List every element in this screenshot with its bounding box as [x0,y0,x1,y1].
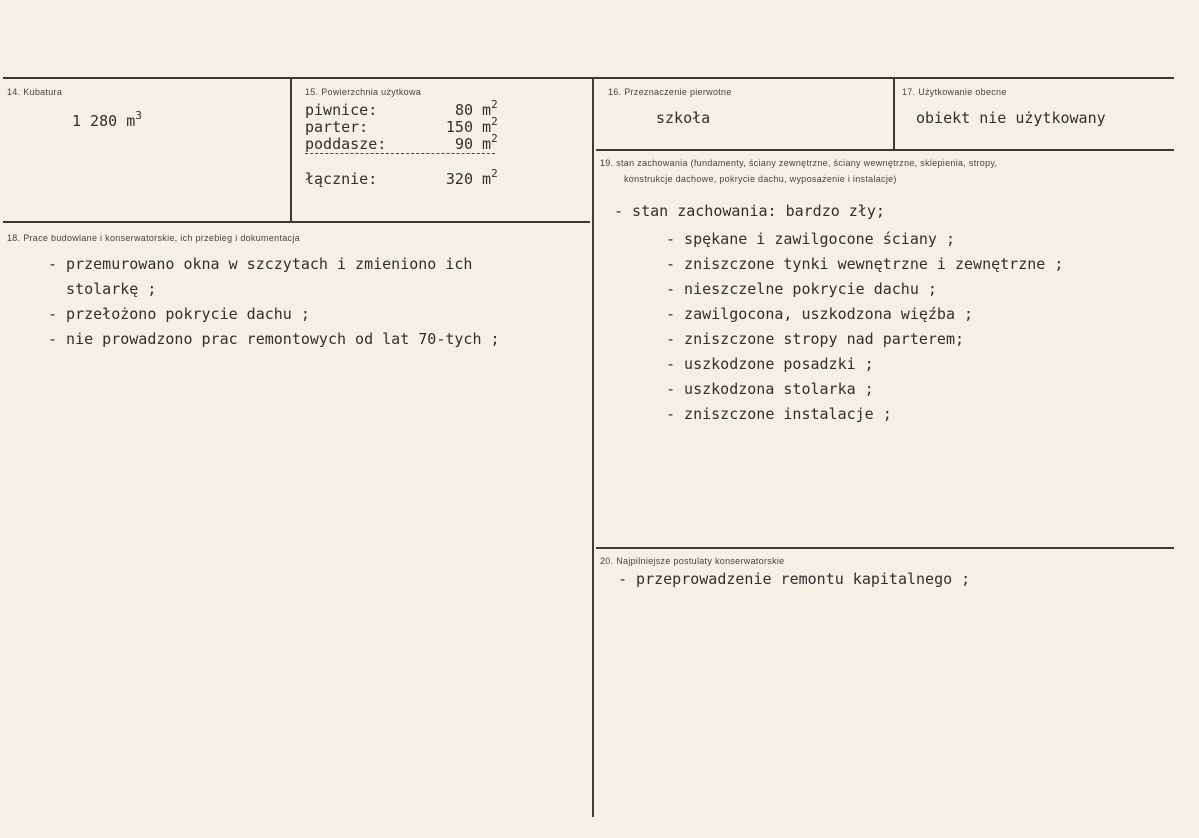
area-value: 90 [454,135,473,153]
powierzchnia-label: 15. Powierzchnia użytkowa [305,87,422,97]
list-item: - nie prowadzono prac remontowych od lat 70-tych ; [48,330,500,348]
area-row-poddasze [305,132,498,153]
list-item: stolarkę ; [48,280,157,298]
kubatura-label: 14. Kubatura [7,87,63,97]
przeznaczenie-value: szkoła [656,109,711,127]
stan-label-line2: konstrukcje dachowe, pokrycie dachu, wyposażenie i instalacje) [624,174,897,184]
rule-row-1 [596,149,1174,151]
divider-14-15 [290,79,292,221]
rule-left-mid [3,221,590,223]
top-rule [3,77,1174,79]
area-value: 150 [445,118,473,136]
kubatura-exponent: 3 [135,109,142,122]
prace-list [48,252,500,352]
list-item: - przełożono pokrycie dachu ; [48,305,310,323]
area-total-exponent: 2 [491,167,498,180]
uzytkowanie-value: obiekt nie użytkowany [916,109,1106,127]
area-value: 80 [454,101,473,119]
stan-label-line1: 19. stan zachowania (fundamenty, ściany zewnętrzne, ściany wewnętrzne, sklepienia, stropy, [600,158,998,168]
area-exponent: 2 [491,132,498,145]
area-name: poddasze: [305,135,387,153]
prace-label: 18. Prace budowlane i konserwatorskie, ich przebieg i dokumentacja [7,233,300,243]
kubatura-unit: m [126,112,136,130]
postulaty-label: 20. Najpilniejsze postulaty konserwatorskie [600,556,785,566]
list-item: - uszkodzone posadzki ; [666,355,874,373]
area-exponent: 2 [491,115,498,128]
list-item: - nieszczelne pokrycie dachu ; [666,280,937,298]
stan-heading: - stan zachowania: bardzo zły; [614,202,885,220]
area-unit: m [482,135,492,153]
area-exponent: 2 [491,98,498,111]
kubatura-number: 1 280 [72,112,118,130]
area-total-name: łącznie: [305,170,378,188]
list-item: - zniszczone tynki wewnętrzne i zewnętrzne ; [666,255,1064,273]
area-unit: m [482,118,492,136]
sum-dashed-rule [305,153,495,154]
area-row-total [305,167,498,188]
stan-list [666,227,1063,427]
divider-16-17 [893,79,895,149]
kubatura-value [72,109,142,130]
area-row-piwnice [305,98,498,119]
list-item: - spękane i zawilgocone ściany ; [666,230,955,248]
list-item: - zawilgocona, uszkodzona więźba ; [666,305,974,323]
area-name: piwnice: [305,101,378,119]
area-total-unit: m [482,170,492,188]
list-item: - przemurowano okna w szczytach i zmieniono ich [48,255,473,273]
list-item: - zniszczone instalacje ; [666,405,892,423]
area-total-value: 320 [445,170,473,188]
list-item: - uszkodzona stolarka ; [666,380,874,398]
area-row-parter [305,115,498,136]
uzytkowanie-label: 17. Użytkowanie obecne [902,87,1007,97]
area-unit: m [482,101,492,119]
divider-main [592,79,594,817]
postulaty-value: - przeprowadzenie remontu kapitalnego ; [618,570,971,588]
area-name: parter: [305,118,369,136]
list-item: - zniszczone stropy nad parterem; [666,330,965,348]
przeznaczenie-label: 16. Przeznaczenie pierwotne [608,87,732,97]
rule-right-mid [596,547,1174,549]
